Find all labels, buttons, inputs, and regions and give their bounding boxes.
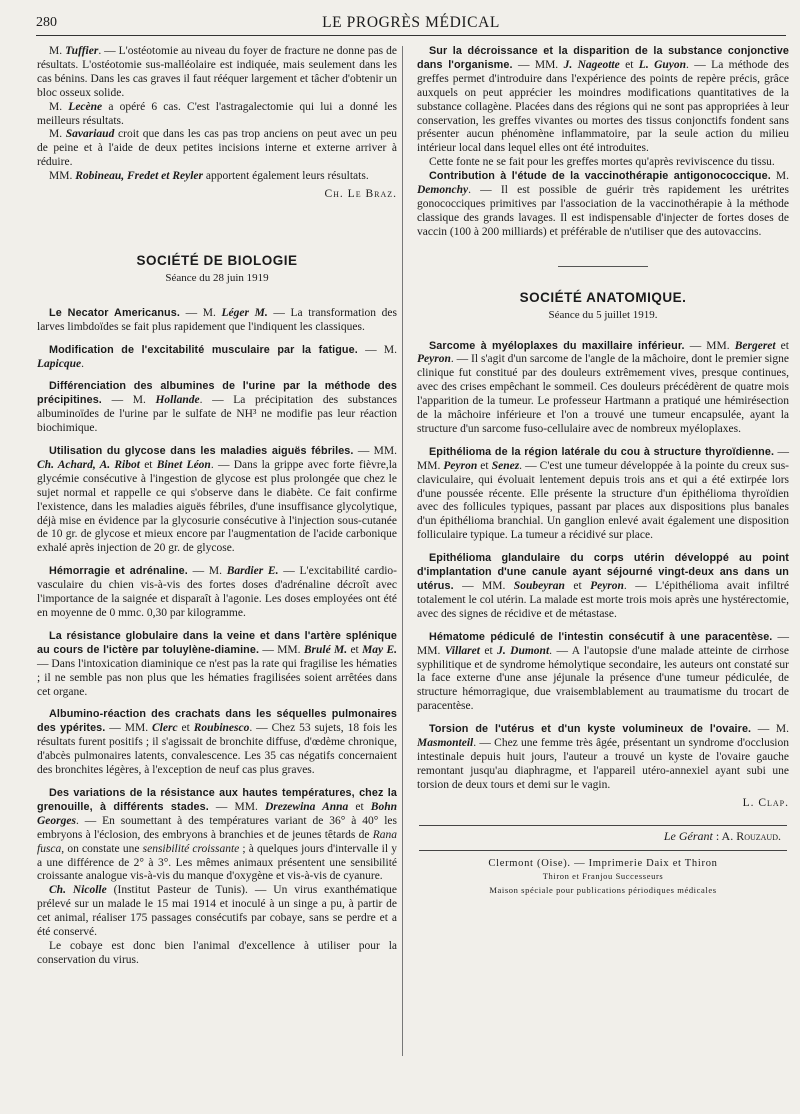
- paragraph-savariaud: M. Savariaud croit que dans les cas pas trop anciens on peut avec un peu de peine et à l'aide de deux petites incisions interne et externe arriver à réduire.: [37, 128, 397, 169]
- entry-glycose: Utilisation du glycose dans les maladies aiguës fébriles. — MM. Ch. Achard, A. Ribot et Binet Léon. — Dans la grippe avec forte fièvre,la glycémie consécutive à l'ingestion de glycose est plus prolongée que chez le sujet normal et rappelle ce qui s'observe dans le diabète. Ce fait confirme l'existence, dans les maladies aiguës fébriles, d'une insuffisance glycolytique, déjà mise en évidence par la glycosurie consécutive à l'injection sous-cutanée de 10 gr. de glycose et mieux encore par l'augmentation de l'acide carbonique exhalé après injection de 20 gr. de glycose.: [37, 445, 397, 555]
- page-header: [36, 12, 786, 34]
- gerant-rule: [419, 825, 787, 826]
- entry-vaccinotherapie: Contribution à l'étude de la vaccinothérapie antigonococcique. M. Demonchy. — Il est possible de guérir très rapidement les urétrites gonococciques primitives par l'association de la vaccinothérapie à la méthode classique des grands lavages. Il est indispensable d'injecter de fortes doses de vaccin (100 à 200 milliards) et préférable de n'utiliser que des autovaccins.: [417, 170, 789, 238]
- entry-hematome: Hématome pédiculé de l'intestin consécutif à une paracentèse. — MM. Villaret et J. Dumont. — A l'autopsie d'une malade atteinte de cirrhose syphilitique et de syndrome hémolytique secondaire, les auteurs ont constaté sur la face externe d'une anse jéjunale la présence d'une tumeur pédiculée, de structure hémorragique, due vraisemblablement au traumatisme du trocart de paracentèse.: [417, 630, 789, 713]
- paragraph-fonte: Cette fonte ne se fait pour les greffes mortes qu'après reviviscence du tissu.: [429, 156, 775, 169]
- gerant-line: Le Gérant : A. Rouzaud.: [663, 828, 781, 843]
- entry-hemorragie: Hémorragie et adrénaline. — M. Bardier E. — L'excitabilité cardio-vasculaire du chien vis-à-vis des fortes doses d'adrénaline décroît avec l'importance de la saignée et disparaît à l'agonie. Les doses employées ont été en moyenne de 0 mmc. 0,30 par kilogramme.: [37, 565, 397, 619]
- entry-resistance-globulaire: La résistance globulaire dans la veine et dans l'artère splénique au cours de l'ictère par toluylène-diamine. — MM. Brulé M. et May E. — Dans l'intoxication diaminique ce n'est pas la rate qui fragilise les hématies ; il ne semble pas non plus que les hématies fragilisées soient arrêtées dans cet organe.: [37, 629, 398, 698]
- signature-clap: L. Clap.: [742, 796, 789, 809]
- paragraph-robineau: MM. Robineau, Fredet et Reyler apportent également leurs résultats.: [49, 170, 369, 183]
- paragraph-cobaye: Le cobaye est donc bien l'animal d'excellence à utiliser pour la conservation du virus.: [37, 939, 397, 966]
- section-date-anatomique: Séance du 5 juillet 1919.: [548, 308, 658, 321]
- entry-torsion-uterus: Torsion de l'utérus et d'un kyste volumineux de l'ovaire. — M. Masmonteil. — Chez une femme très âgée, présentant un syndrome d'occlusion intestinale depuis huit jours, l'auteur a trouvé un kyste de l'ovaire gauche remontant jusqu'au diaphragme, et l'appareil utéro-annexiel ayant subi une torsion de deux tours et demi sur le vagin.: [417, 723, 789, 791]
- signature-le-braz: Ch. Le Braz.: [324, 188, 397, 201]
- entry-albumines: Différenciation des albumines de l'urine par la méthode des précipitines. — M. Hollande. — La précipitation des substances albuminoïdes de l'urine par le sulfate de NH³ ne modifie pas leur réaction biochimique.: [37, 380, 397, 435]
- paragraph-nicolle: Ch. Nicolle (Institut Pasteur de Tunis). — Un virus exanthématique prélevé sur un malade le 15 mai 1914 et inoculé à un singe a pu, à partir de cet animal, réaliser 175 passages consécutifs par cobaye, sans se perdre et a été conservé.: [37, 884, 397, 939]
- section-date-biologie: Séance du 28 juin 1919: [165, 271, 269, 284]
- header-rule: [36, 35, 786, 36]
- printer-line: Clermont (Oise). — Imprimerie Daix et Thiron: [488, 857, 718, 869]
- column-rule: [402, 46, 403, 1056]
- section-title-anatomique: SOCIÉTÉ ANATOMIQUE.: [519, 289, 687, 305]
- entry-excitabilite: Modification de l'excitabilité musculaire par la fatigue. — M. Lapicque.: [37, 343, 397, 370]
- entry-substance-conjonctive: Sur la décroissance et la disparition de la substance conjonctive dans l'organisme. — MM. J. Nageotte et L. Guyon. — La méthode des greffes permet d'introduire dans l'expérience des points de repère précis, grâce auxquels on peut apprécier les moindres modifications quantitatives de la substance collagène. Placées dans des régions qui ne sont pas appropriées à leur conservation, les greffes vivantes ou mortes des tissus conjonctifs fondent sans présenter aucun phénomène inflammatoire, par la seule action du milieu intérieur local dans lequel elles ont été introduites.: [417, 45, 789, 155]
- left-column: [37, 45, 397, 968]
- entry-albumino-reaction: Albumino-réaction des crachats dans les séquelles pulmonaires des ypérites. — MM. Clerc et Roubinesco. — Chez 53 sujets, 18 fois les résultats furent positifs ; il s'agissait de bronchite diffuse, d'œdème chronique, d'abcès pulmonaires latents, convalescence. Les 35 cas négatifs concernaient des bronchites légères, à l'exception de neuf cas plus graves.: [37, 708, 397, 777]
- entry-epithelioma-uterin: Epithélioma glandulaire du corps utérin développé au point d'implantation d'une canule ayant séjourné vingt-deux ans dans un utérus. — MM. Soubeyran et Peyron. — L'épithélioma avait infiltré totalement le col utérin. La malade est morte trois mois après une hystérectomie, avec des signes de récidive et de métastase.: [417, 552, 789, 620]
- entry-epithelioma-cou: Epithélioma de la région latérale du cou à structure thyroïdienne. — MM. Peyron et Senez. — C'est une tumeur développée à la pointe du creux sus-claviculaire, qui évoluait lentement depuis trois ans et qui a été extirpée lors d'une poussée récente. Elle présente la structure d'un épithélioma thyroïdien avec des follicules typiques, passant par places aux dispositions plus banales d'un épithélioma branchial. Un ganglion enlevé avait également une disposition folliculaire typique. La tumeur a récidivé sur place.: [417, 445, 789, 542]
- running-title: LE PROGRÈS MÉDICAL: [322, 14, 500, 31]
- right-column: [417, 45, 789, 898]
- paragraph-tuffier: M. Tuffier. — L'ostéotomie au niveau du foyer de fracture ne donne pas de résultats. L'ostéotomie sus-malléolaire est indiquée, mais seulement dans les cas bénins. Dans les cas graves il faut rééquer largement et tâcher d'obtenir un bloc osseux solide.: [37, 45, 397, 99]
- printer-successors: Thiron et Franjou Successeurs: [542, 871, 664, 882]
- entry-necator: Le Necator Americanus. — M. Léger M. — La transformation des larves limbdoïdes se fait plus rapidement que l'indiquent les classiques.: [37, 306, 397, 333]
- page-number: 280: [36, 15, 57, 30]
- section-title-biologie: SOCIÉTÉ DE BIOLOGIE: [136, 252, 298, 268]
- entry-grenouille: Des variations de la résistance aux hautes températures, chez la grenouille, à différents stades. — MM. Drezewina Anna et Bohn Georges. — En soumettant à des températures variant de 36° à 40° les embryons à l'éclosion, des embryons à branchies et de jeunes têtards de Rana fusca, on constate une sensibilité croissante ; à quelques jours d'intervalle il y a une différence de 2° à 3°. Les mêmes animaux présentent une sensibilité croissante analogue vis-à-vis du manque d'oxygène et vis-à-vis de cyanure.: [37, 786, 397, 883]
- entry-sarcome: Sarcome à myéloplaxes du maxillaire inférieur. — MM. Bergeret et Peyron. — Il s'agit d'un sarcome de l'angle de la mâchoire, dont le premier signe clinique fut constitué par des douleurs extrêmement vives, presque continues, avec des crises empêchant le sommeil. Ces douleurs précédèrent de quatre mois l'apparition de la tumeur. Le professeur Hartmann a pratiqué une hémirésection de la mâchoire inférieure et l'on a trouvé une tumeur encapsulée, ayant la structure d'un sarcome fuso-cellulaire avec de nombreux myéloplaxes.: [417, 339, 789, 435]
- paragraph-lecene: M. Lecène a opéré 6 cas. C'est l'astragalectomie qui lui a donné les meilleurs résultats.: [37, 100, 397, 127]
- printer-specialty: Maison spéciale pour publications périodiques médicales: [489, 885, 717, 896]
